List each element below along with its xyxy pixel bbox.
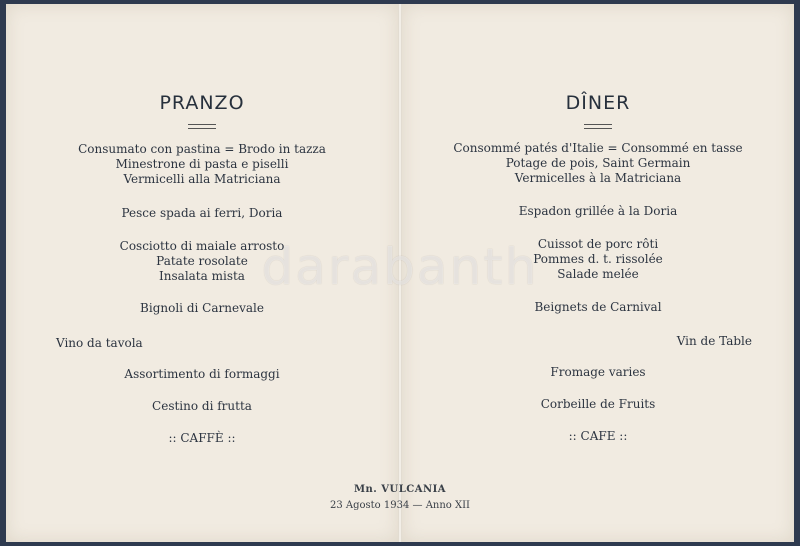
- menu-item: Corbeille de Fruits: [540, 397, 656, 411]
- menu-item: Potage de pois, Saint Germain: [505, 156, 691, 170]
- menu-heading-pranzo: PRANZO: [159, 92, 245, 114]
- menu-item: Minestrone di pasta e piselli: [115, 157, 289, 171]
- menu-item: Assortimento di formaggi: [124, 367, 280, 381]
- heading-underline: [584, 124, 612, 129]
- menu-item: Bignoli di Carnevale: [140, 301, 264, 315]
- menu-page-right: [402, 4, 794, 542]
- menu-item: Beignets de Carnival: [534, 300, 662, 314]
- menu-item: Fromage varies: [550, 365, 646, 379]
- menu-item: Vino da tavola: [56, 336, 143, 350]
- menu-item: Pommes d. t. rissolée: [533, 252, 663, 266]
- heading-underline: [188, 124, 216, 129]
- menu-date: 23 Agosto 1934 — Anno XII: [329, 500, 471, 511]
- ship-name: Mn. VULCANIA: [353, 484, 447, 495]
- menu-item: Cestino di frutta: [152, 399, 252, 413]
- menu-item-caffe: :: CAFFÈ ::: [168, 431, 236, 445]
- menu-item: Vermicelli alla Matriciana: [123, 172, 281, 186]
- menu-item: Insalata mista: [159, 269, 245, 283]
- menu-item: Cuissot de porc rôti: [537, 237, 659, 251]
- menu-item-cafe: :: CAFE ::: [568, 429, 628, 443]
- menu-item: Vin de Table: [676, 334, 752, 348]
- menu-item: Patate rosolate: [156, 254, 248, 268]
- menu-item: Espadon grillée à la Doria: [518, 204, 678, 218]
- menu-item: Vermicelles à la Matriciana: [514, 171, 682, 185]
- menu-item: Consommé patés d'Italie = Consommé en tasse: [453, 141, 743, 155]
- menu-item: Consumato con pastina = Brodo in tazza: [78, 142, 326, 156]
- menu-item: Salade melée: [557, 267, 639, 281]
- menu-page-left: [6, 4, 398, 542]
- menu-item: Pesce spada ai ferri, Doria: [121, 206, 283, 220]
- watermark: darabanth: [261, 238, 539, 296]
- menu-heading-diner: DÎNER: [565, 92, 631, 114]
- menu-item: Cosciotto di maiale arrosto: [119, 239, 285, 253]
